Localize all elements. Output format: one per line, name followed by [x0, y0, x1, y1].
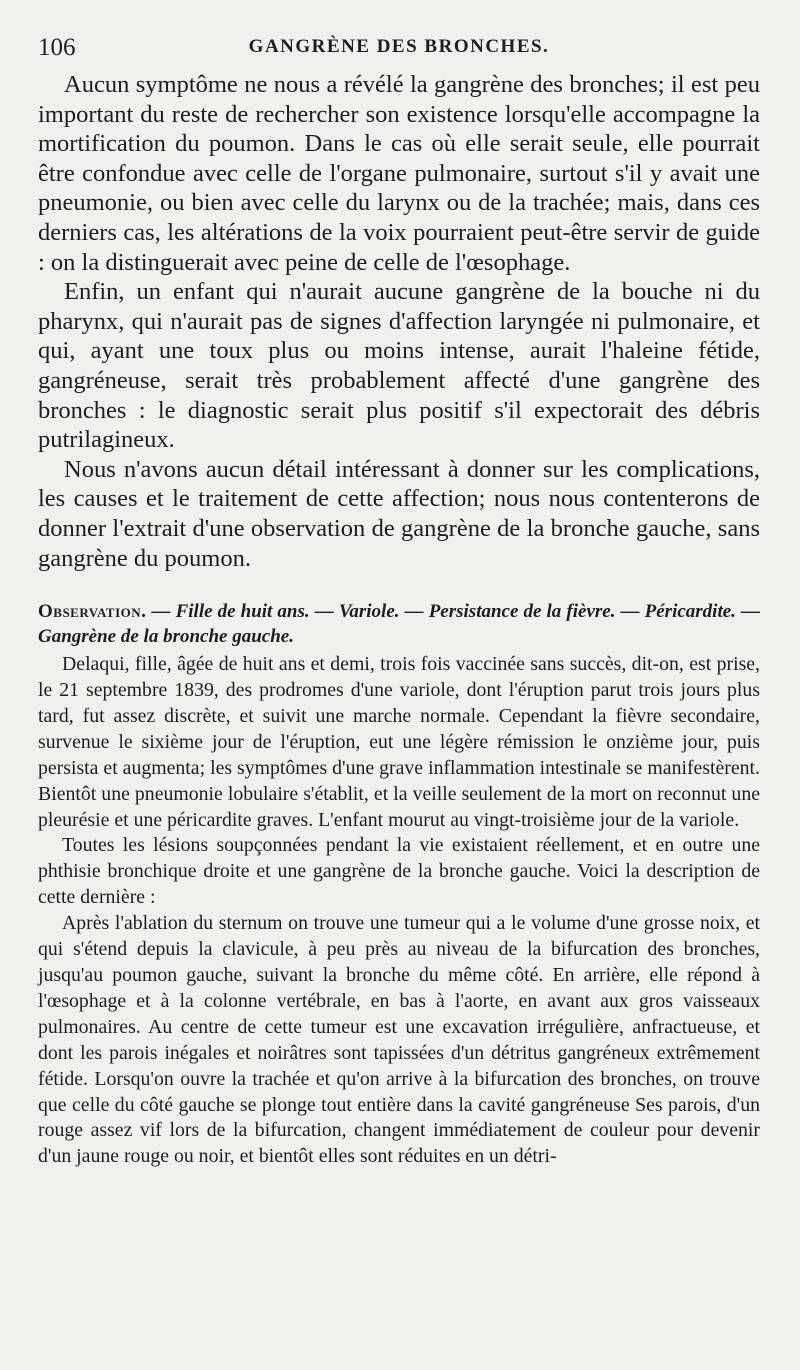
observation-title: — Fille de huit ans. — Variole. — Persistance de la fièvre. — Péricardite. — Gangrène de la bronche gauche. [38, 601, 761, 648]
observation-heading [38, 599, 760, 649]
paragraph: Nous n'avons aucun détail intéressant à donner sur les complications, les causes et le traitement de cette affection; nous nous contenterons de donner l'extrait d'une observation de gangrène de la bronche gauche, sans gangrène du poumon. [38, 455, 760, 572]
paragraph: Enfin, un enfant qui n'aurait aucune gangrène de la bouche ni du pharynx, qui n'aurait pas de signes d'affection laryngée ni pulmonaire, et qui, ayant une toux plus ou moins intense, aurait l'haleine fétide, gangréneuse, serait très probablement affecté d'une gangrène des bronches : le diagnostic serait plus positif s'il expectorait des débris putrilagineux. [38, 278, 760, 454]
paragraph: Après l'ablation du sternum on trouve une tumeur qui a le volume d'une grosse noix, et qui s'étend depuis la clavicule, à peu près au niveau de la bifurcation des bronches, jusqu'au poumon gauche, suivant la bronche du même côté. En arrière, elle répond à l'œsophage et à la colonne vertébrale, en bas à l'aorte, en avant aux gros vaisseaux pulmonaires. Au centre de cette tumeur est une excavation irrégulière, anfractueuse, et dont les parois inégales et noirâtres sont tapissées d'un détritus gangréneux extrêmement fétide. Lorsqu'on ouvre la trachée et qu'on arrive à la bifurcation des bronches, on trouve que celle du côté gauche se plonge tout entière dans la cavité gangréneuse Ses parois, d'un rouge assez vif lors de la bifurcation, changent immédiatement de couleur pour devenir d'un jaune rouge ou noir, et bientôt elles sont réduites en un détri- [38, 912, 760, 1168]
paragraph: Aucun symptôme ne nous a révélé la gangrène des bronches; il est peu important du reste de rechercher son existence lorsqu'elle accompagne la mortification du poumon. Dans le cas où elle serait seule, elle pourrait être confondue avec celle de l'organe pulmonaire, surtout s'il y avait une pneumonie, ou bien avec celle du larynx ou de la trachée; mais, dans ces derniers cas, les altérations de la voix pourraient peut-être servir de guide : on la distinguerait avec peine de celle de l'œsophage. [38, 71, 760, 276]
paragraph: Delaqui, fille, âgée de huit ans et demi, trois fois vaccinée sans succès, dit-on, est prise, le 21 septembre 1839, des prodromes d'une variole, dont l'éruption parut trois jours plus tard, fut assez discrète, et suivit une marche normale. Cependant la fièvre secondaire, survenue le sixième jour de l'éruption, eut une légère rémission le onzième jour, puis persista et augmenta; les symptômes d'une grave inflammation intestinale se manifestèrent. Bientôt une pneumonie lobulaire s'établit, et la veille seulement de la mort on reconnut une pleurésie et une péricardite graves. L'enfant mourut au vingt-troisième jour de la variole. [38, 653, 760, 831]
paragraph: Toutes les lésions soupçonnées pendant la vie existaient réellement, et en outre une phthisie bronchique droite et une gangrène de la bronche gauche. Voici la description de cette dernière : [38, 834, 760, 909]
main-text [38, 70, 760, 573]
running-title: GANGRÈNE DES BRONCHES. [248, 36, 550, 57]
page-header [38, 32, 760, 64]
page-number: 106 [38, 34, 76, 61]
page-body [38, 70, 760, 1170]
observation-text [38, 652, 760, 1170]
observation-label: Observation. [38, 601, 147, 623]
